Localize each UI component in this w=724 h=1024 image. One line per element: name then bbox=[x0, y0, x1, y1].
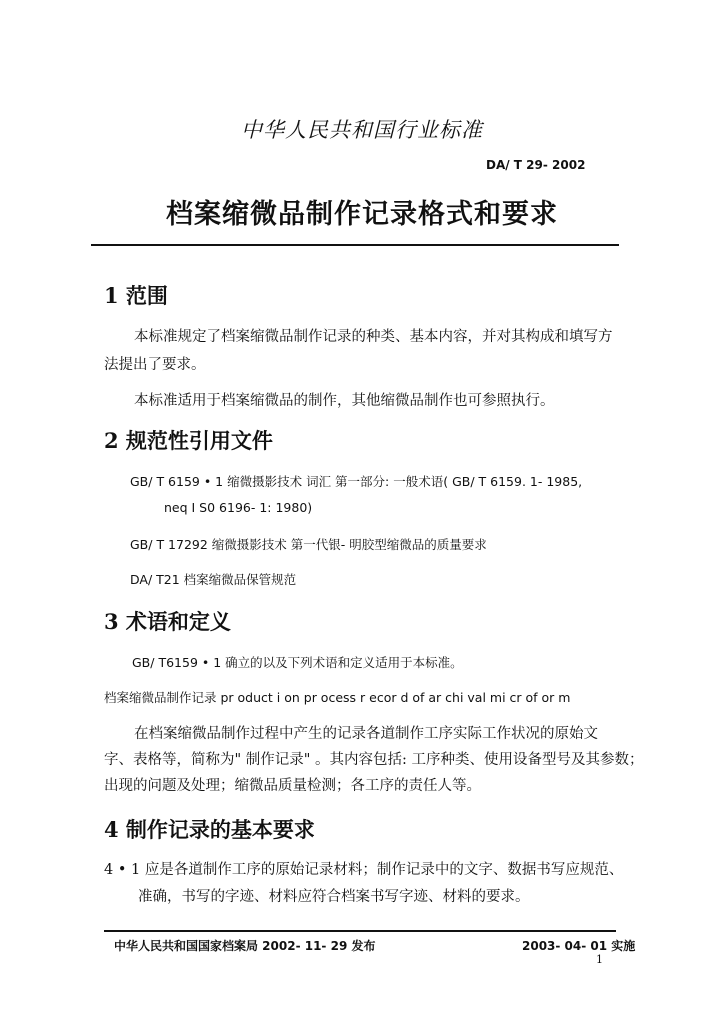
document-title: 档案缩微品制作记录格式和要求 bbox=[166, 199, 558, 230]
section-3-intro: GB/ T6159 • 1 确立的以及下列术语和定义适用于本标准。 bbox=[132, 655, 463, 670]
term-definition-title: 档案缩微品制作记录 pr oduct i on pr ocess r ecor d of ar chi val mi cr of or m bbox=[104, 690, 571, 705]
definition-line-2: 字、表格等，简称为" 制作记录" 。其内容包括: 工序种类、使用设备型号及其参数； bbox=[104, 752, 644, 768]
definition-line-3: 出现的问题及处理；缩微品质量检测；各工序的责任人等。 bbox=[104, 778, 481, 794]
effective-date: 2003- 04- 01 实施 bbox=[522, 939, 636, 953]
section-1-paragraph-1-line-1: 本标准规定了档案缩微品制作记录的种类、基本内容，并对其构成和填写方 bbox=[134, 329, 613, 345]
reference-3: DA/ T21 档案缩微品保管规范 bbox=[130, 572, 297, 587]
standard-code: DA/ T 29- 2002 bbox=[486, 158, 586, 172]
page-number: 1 bbox=[596, 953, 603, 966]
requirement-4-1-line-2: 准确，书写的字迹、材料应符合档案书写字迹、材料的要求。 bbox=[138, 889, 530, 905]
section-1-paragraph-1-line-2: 法提出了要求。 bbox=[104, 357, 206, 373]
definition-line-1: 在档案缩微品制作过程中产生的记录各道制作工序实际工作状况的原始文 bbox=[134, 726, 598, 742]
standard-category-title: 中华人民共和国行业标准 bbox=[241, 118, 483, 142]
section-4-heading: 4 制作记录的基本要求 bbox=[104, 817, 315, 842]
section-1-heading: 1 范围 bbox=[104, 283, 168, 308]
title-divider bbox=[91, 244, 619, 246]
reference-2: GB/ T 17292 缩微摄影技术 第一代银- 明胶型缩微品的质量要求 bbox=[130, 537, 487, 552]
requirement-4-1-line-1: 4 • 1 应是各道制作工序的原始记录材料；制作记录中的文字、数据书写应规范、 bbox=[104, 862, 624, 878]
footer-divider bbox=[104, 930, 616, 932]
section-2-heading: 2 规范性引用文件 bbox=[104, 428, 273, 453]
issue-date: 中华人民共和国国家档案局 2002- 11- 29 发布 bbox=[114, 939, 376, 953]
reference-1-line-1: GB/ T 6159 • 1 缩微摄影技术 词汇 第一部分: 一般术语( GB/ T 6159. 1- 1985, bbox=[130, 474, 583, 489]
section-1-paragraph-2: 本标准适用于档案缩微品的制作，其他缩微品制作也可参照执行。 bbox=[134, 393, 555, 409]
reference-1-line-2: neq I S0 6196- 1: 1980) bbox=[164, 500, 313, 515]
section-3-heading: 3 术语和定义 bbox=[104, 609, 231, 634]
